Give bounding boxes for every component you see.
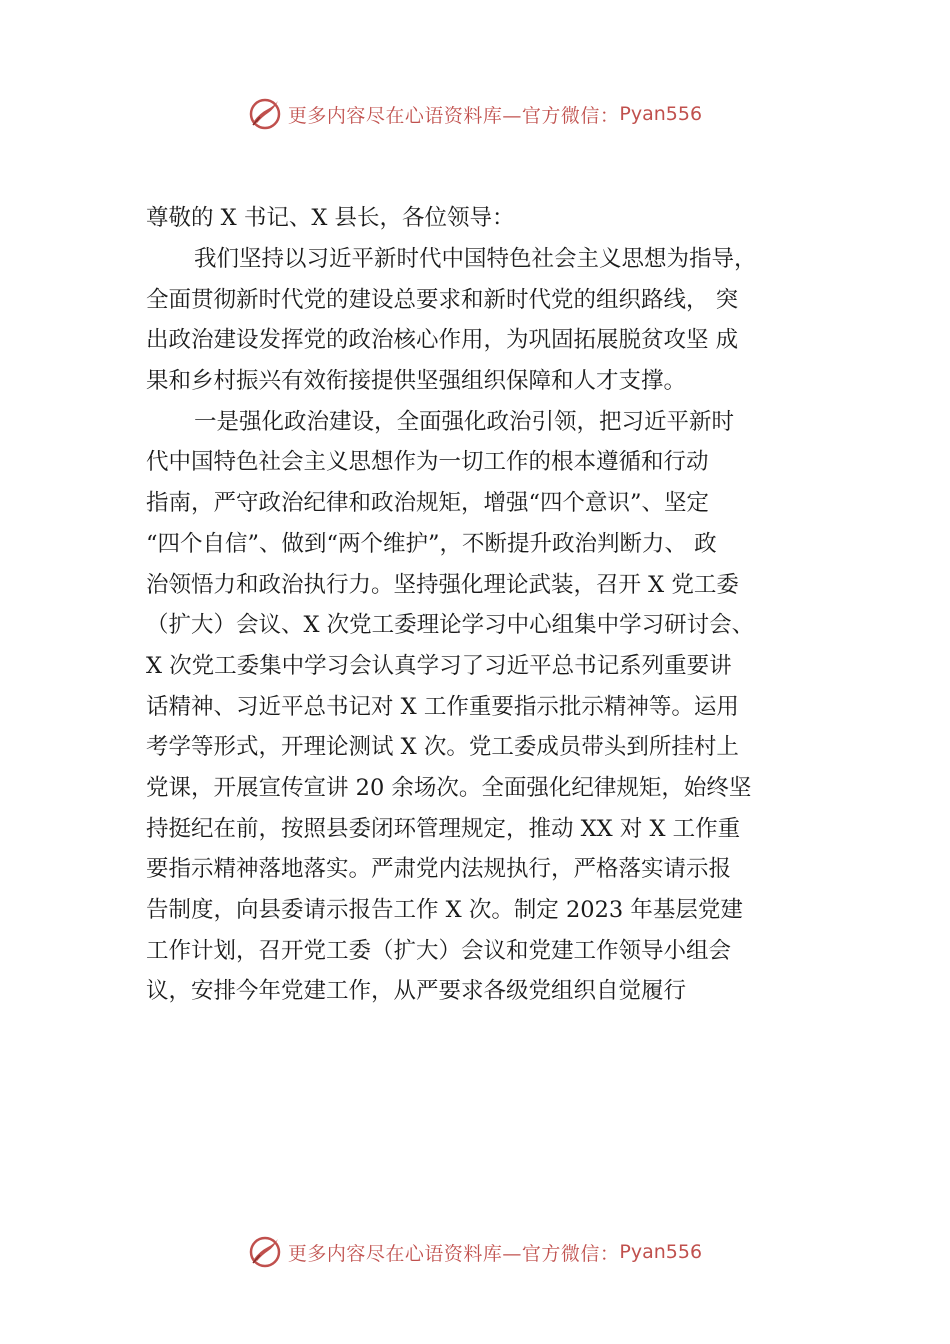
paragraph-political-construction bbox=[146, 402, 826, 1012]
paragraph-line: 全面贯彻新时代党的建设总要求和新时代党的组织路线， 突 bbox=[146, 286, 739, 313]
paragraph-line: 治领悟力和政治执行力。坚持强化理论武装，召开 X 党工委 bbox=[146, 571, 739, 598]
paragraph-intro bbox=[146, 239, 826, 402]
paragraph-line: 持挺纪在前，按照县委闭环管理规定，推动 XX 对 X 工作重 bbox=[146, 815, 741, 842]
paragraph-line: 工作计划，召开党工委（扩大）会议和党建工作领导小组会 bbox=[146, 937, 732, 964]
paragraph-line: 代中国特色社会主义思想作为一切工作的根本遵循和行动 bbox=[146, 449, 709, 476]
footer-watermark bbox=[0, 1232, 950, 1272]
paragraph-line: 指南，严守政治纪律和政治规矩，增强“四个意识”、坚定 bbox=[146, 490, 710, 517]
paragraph-line: 党课，开展宣传宣讲 20 余场次。全面强化纪律规矩，始终坚 bbox=[146, 774, 752, 801]
footer-watermark-handle: Pyan556 bbox=[619, 1241, 703, 1263]
paragraph-line: 考学等形式，开理论测试 X 次。党工委成员带头到所挂村上 bbox=[146, 734, 739, 761]
paragraph-line: X 次党工委集中学习会认真学习了习近平总书记系列重要讲 bbox=[146, 652, 732, 679]
paragraph-line: 议，安排今年党建工作，从严要求各级党组织自觉履行 bbox=[146, 978, 687, 1005]
paragraph-line: 我们坚持以习近平新时代中国特色社会主义思想为指导， bbox=[194, 246, 757, 272]
paragraph-line: 话精神、习近平总书记对 X 工作重要指示批示精神等。运用 bbox=[146, 693, 739, 720]
quill-seal-logo-icon bbox=[248, 1235, 282, 1269]
paragraph-line: 出政治建设发挥党的政治核心作用，为巩固拓展脱贫攻坚 成 bbox=[146, 327, 739, 354]
document-body bbox=[146, 198, 826, 1012]
paragraph-line: （扩大）会议、X 次党工委理论学习中心组集中学习研讨会、 bbox=[146, 612, 755, 639]
quill-seal-logo-icon bbox=[248, 97, 282, 131]
paragraph-line: 一是强化政治建设，全面强化政治引领，把习近平新时 bbox=[194, 408, 735, 435]
paragraph-line: 告制度，向县委请示报告工作 X 次。制定 2023 年基层党建 bbox=[146, 897, 743, 923]
paragraph-line: 果和乡村振兴有效衔接提供坚强组织保障和人才支撑。 bbox=[146, 368, 687, 395]
paragraph-line: 要指示精神落地落实。严肃党内法规执行，严格落实请示报 bbox=[146, 856, 732, 883]
greeting: 尊敬的 X 书记、X 县长，各位领导： bbox=[146, 205, 515, 231]
header-watermark bbox=[0, 94, 950, 134]
footer-watermark-text: 更多内容尽在心语资料库—官方微信： bbox=[287, 1242, 620, 1265]
header-watermark-text: 更多内容尽在心语资料库—官方微信： bbox=[287, 104, 620, 127]
header-watermark-handle: Pyan556 bbox=[619, 103, 703, 125]
paragraph-line: “四个自信”、做到“两个维护”，不断提升政治判断力、 政 bbox=[146, 530, 717, 557]
